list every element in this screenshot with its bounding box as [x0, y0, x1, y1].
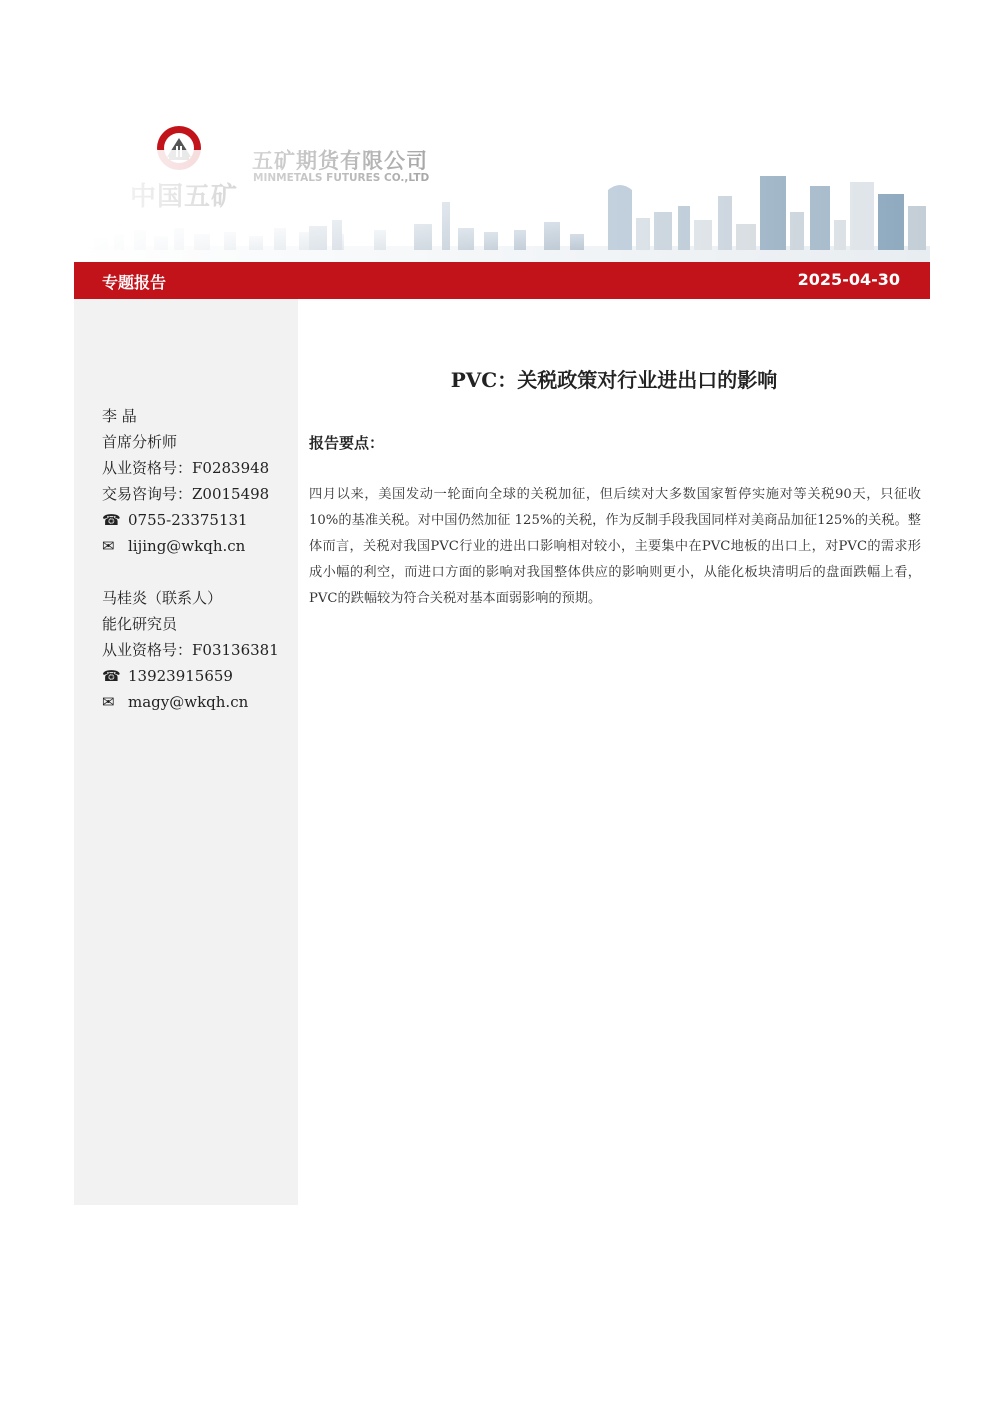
analyst-qualification: 从业资格号：F0283948 — [102, 459, 270, 477]
analyst-email-row — [102, 689, 279, 715]
analyst-name: 马桂炎（联系人） — [102, 589, 223, 607]
page-header — [0, 0, 992, 262]
report-date: 2025-04-30 — [797, 270, 900, 289]
analyst-role: 首席分析师 — [102, 433, 178, 451]
analyst-email[interactable]: magy@wkqh.cn — [128, 693, 249, 711]
phone-icon: ☎ — [102, 511, 121, 529]
analyst-qualification: 从业资格号：F03136381 — [102, 641, 279, 659]
analyst-email-row — [102, 533, 269, 559]
analyst-phone-row — [102, 663, 279, 689]
analyst-phone: 13923915659 — [128, 667, 233, 685]
analyst-card — [102, 403, 269, 559]
analyst-consult-id: 交易咨询号：Z0015498 — [102, 485, 270, 503]
envelope-icon: ✉ — [102, 693, 115, 711]
analyst-phone-row — [102, 507, 269, 533]
report-title: PVC：关税政策对行业进出口的影响 — [450, 368, 778, 392]
analyst-phone: 0755-23375131 — [128, 511, 248, 529]
analyst-email[interactable]: lijing@wkqh.cn — [128, 537, 246, 555]
envelope-icon: ✉ — [102, 537, 115, 555]
key-points-heading: 报告要点： — [309, 434, 385, 452]
analyst-name: 李 晶 — [102, 407, 137, 425]
analyst-sidebar — [74, 299, 298, 1205]
analyst-role: 能化研究员 — [102, 615, 178, 633]
analyst-card — [102, 585, 279, 715]
report-type-banner — [74, 262, 930, 299]
report-type-label: 专题报告 — [102, 273, 167, 292]
summary-paragraph: 四月以来，美国发动一轮面向全球的关税加征，但后续对大多数国家暂停实施对等关税90天，只征收 10%的基准关税。对中国仍然加征 125%的关税，作为反制手段我国同样对美商品加征125%的关税。整体而言，关税对我国PVC行业的进出口影响相对较小，主要集中在PVC地板的出口上，对PVC的需求形成小幅的利空，而进口方面的影响对我国整体供应的影响则更小，从能化板块清明后的盘面跌幅上看，PVC的跌幅较为符合关税对基本面弱影响的预期。 — [309, 487, 921, 606]
city-skyline-illustration — [74, 150, 930, 262]
phone-icon: ☎ — [102, 667, 121, 685]
